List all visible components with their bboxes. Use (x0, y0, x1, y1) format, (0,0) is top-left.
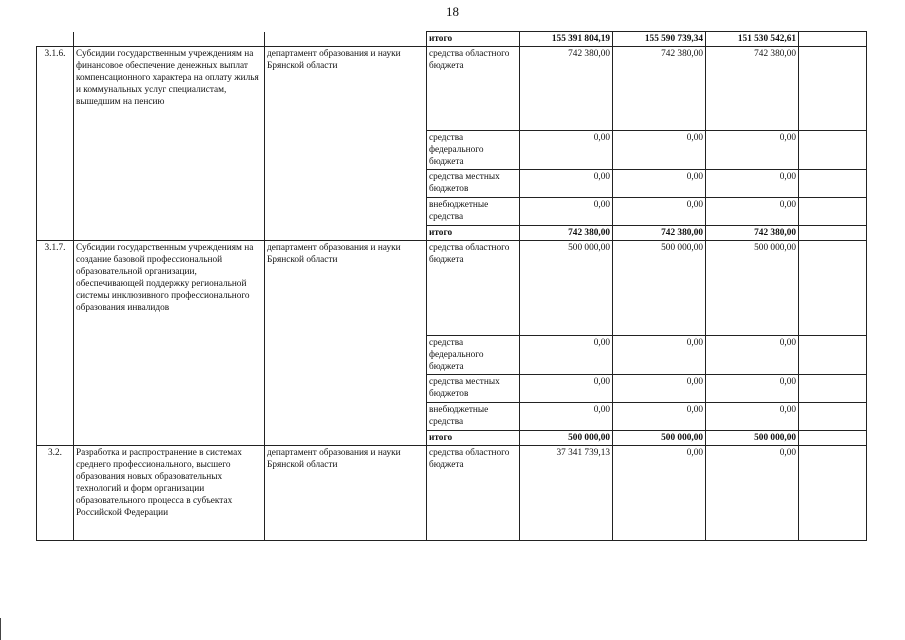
amount-cell: 151 530 542,61 (706, 32, 799, 47)
row-number: 3.2. (37, 446, 74, 541)
blank-cell (37, 32, 74, 47)
amount-cell: 0,00 (613, 170, 706, 198)
amount-cell: 742 380,00 (520, 47, 613, 131)
amount-cell: 37 341 739,13 (520, 446, 613, 541)
empty-cell (799, 241, 867, 336)
row-executor: департамент образования и науки Брянской области (265, 241, 427, 446)
table-row (37, 47, 867, 131)
amount-cell: 500 000,00 (613, 431, 706, 446)
blank-cell (74, 32, 265, 47)
row-title: Разработка и распространение в системах среднего профессионального, высшего образования новых образовательных технологий и форм организации образовательного процесса в субъектах Российской Федерации (74, 446, 265, 541)
amount-cell: 742 380,00 (706, 47, 799, 131)
amount-cell: 0,00 (706, 170, 799, 198)
empty-cell (799, 170, 867, 198)
total-label: итого (427, 431, 520, 446)
amount-cell: 155 391 804,19 (520, 32, 613, 47)
amount-cell: 500 000,00 (706, 431, 799, 446)
empty-cell (799, 403, 867, 431)
empty-cell (799, 131, 867, 170)
amount-cell: 742 380,00 (613, 47, 706, 131)
row-executor: департамент образования и науки Брянской области (265, 446, 427, 541)
source-label: средства областного бюджета (427, 241, 520, 336)
amount-cell: 742 380,00 (520, 226, 613, 241)
amount-cell: 742 380,00 (706, 226, 799, 241)
amount-cell: 0,00 (706, 446, 799, 541)
amount-cell: 742 380,00 (613, 226, 706, 241)
empty-cell (799, 47, 867, 131)
row-number: 3.1.7. (37, 241, 74, 446)
amount-cell: 0,00 (613, 375, 706, 403)
total-label: итого (427, 226, 520, 241)
row-number: 3.1.6. (37, 47, 74, 241)
total-label: итого (427, 32, 520, 47)
table-row (37, 241, 867, 336)
amount-cell: 0,00 (706, 198, 799, 226)
table-row (37, 446, 867, 541)
amount-cell: 0,00 (706, 403, 799, 431)
amount-cell: 0,00 (706, 131, 799, 170)
source-label: средства федерального бюджета (427, 131, 520, 170)
amount-cell: 500 000,00 (706, 241, 799, 336)
empty-cell (799, 32, 867, 47)
row-title: Субсидии государственным учреждениям на финансовое обеспечение денежных выплат компенсационного характера на оплату жилья и коммунальных услуг специалистам, вышедшим на пенсию (74, 47, 265, 241)
amount-cell: 0,00 (520, 375, 613, 403)
source-label: внебюджетные средства (427, 403, 520, 431)
amount-cell: 500 000,00 (520, 241, 613, 336)
page-number: 18 (446, 4, 459, 19)
amount-cell: 0,00 (613, 403, 706, 431)
empty-cell (799, 446, 867, 541)
amount-cell: 0,00 (613, 198, 706, 226)
amount-cell: 500 000,00 (520, 431, 613, 446)
table-row-top-total (37, 32, 867, 47)
source-label: средства местных бюджетов (427, 375, 520, 403)
source-label: внебюджетные средства (427, 198, 520, 226)
amount-cell: 0,00 (520, 170, 613, 198)
amount-cell: 0,00 (613, 446, 706, 541)
empty-cell (799, 198, 867, 226)
amount-cell: 0,00 (520, 198, 613, 226)
source-label: средства областного бюджета (427, 47, 520, 131)
amount-cell: 0,00 (613, 336, 706, 375)
amount-cell: 0,00 (520, 131, 613, 170)
source-label: средства областного бюджета (427, 446, 520, 541)
row-title: Субсидии государственным учреждениям на создание базовой профессиональной образовательной организации, обеспечивающей поддержку региональной системы инклюзивного профессионального образования инвалидов (74, 241, 265, 446)
source-label: средства федерального бюджета (427, 336, 520, 375)
amount-cell: 0,00 (520, 403, 613, 431)
blank-cell (265, 32, 427, 47)
amount-cell: 0,00 (706, 336, 799, 375)
amount-cell: 155 590 739,34 (613, 32, 706, 47)
empty-cell (799, 336, 867, 375)
empty-cell (799, 226, 867, 241)
scan-edge-mark (0, 618, 1, 640)
row-executor: департамент образования и науки Брянской области (265, 47, 427, 241)
empty-cell (799, 431, 867, 446)
amount-cell: 0,00 (613, 131, 706, 170)
budget-table (36, 31, 867, 541)
empty-cell (799, 375, 867, 403)
amount-cell: 500 000,00 (613, 241, 706, 336)
amount-cell: 0,00 (520, 336, 613, 375)
source-label: средства местных бюджетов (427, 170, 520, 198)
amount-cell: 0,00 (706, 375, 799, 403)
